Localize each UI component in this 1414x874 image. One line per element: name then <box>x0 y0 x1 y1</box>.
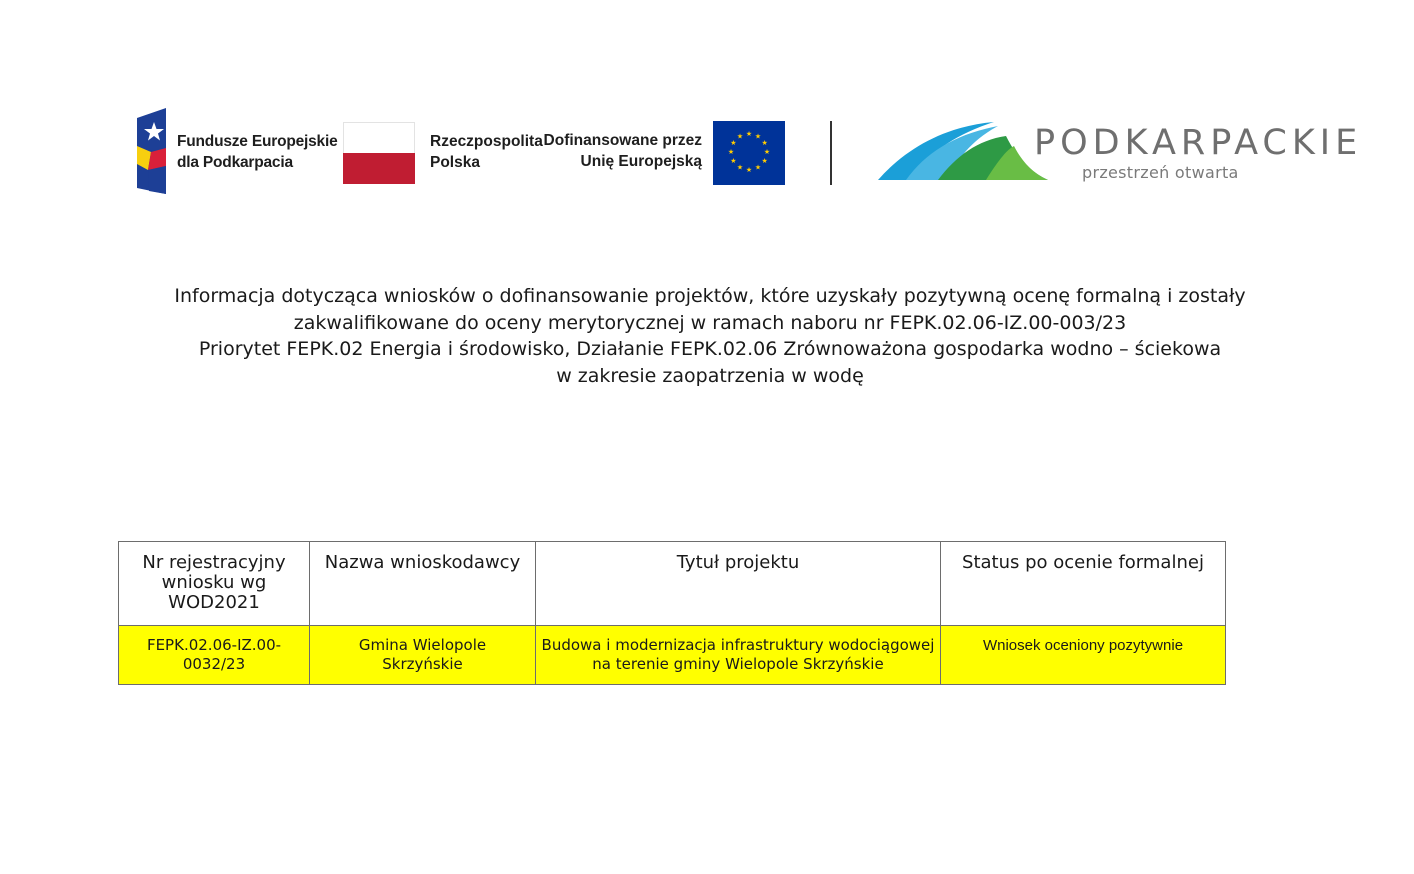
header-reg-no-line2: wniosku wg <box>161 572 267 593</box>
rp-logo-line2: Polska <box>430 154 480 171</box>
fundusze-europejskie-logo <box>134 108 338 194</box>
table-header-row <box>119 542 1226 626</box>
logo-divider <box>830 121 832 185</box>
cell-applicant <box>310 626 536 685</box>
header-reg-no-line1: Nr rejestracyjny <box>142 552 286 573</box>
cell-reg-no-line1: FEPK.02.06-IZ.00- <box>146 636 282 654</box>
cell-reg-no-line2: 0032/23 <box>182 655 246 673</box>
header-reg-no <box>119 542 310 626</box>
heading-line-3: Priorytet FEPK.02 Energia i środowisko, Działanie FEPK.02.06 Zrównoważona gospodarka wodno – ściekowa <box>198 338 1222 360</box>
fe-logo-line1: Fundusze Europejskie <box>177 133 338 150</box>
cell-title-line1: Budowa i modernizacja infrastruktury wodociągowej <box>541 636 935 654</box>
heading-line-1: Informacja dotycząca wniosków o dofinansowanie projektów, które uzyskały pozytywną ocenę formalną i zostały <box>174 285 1246 307</box>
fe-logo-line2: dla Podkarpacia <box>177 154 293 171</box>
logo-bar <box>0 0 1414 230</box>
polish-flag-icon <box>343 122 415 184</box>
table-row <box>119 626 1226 685</box>
eu-cofunded-logo <box>543 120 788 186</box>
document-heading <box>100 283 1320 389</box>
cell-applicant-line1: Gmina Wielopole <box>358 636 487 654</box>
header-applicant: Nazwa wnioskodawcy <box>310 542 536 626</box>
svg-text:★: ★ <box>730 157 737 165</box>
cell-status: Wniosek oceniony pozytywnie <box>941 626 1226 685</box>
svg-text:★: ★ <box>761 157 768 165</box>
cell-project-title <box>536 626 941 685</box>
rzeczpospolita-polska-logo <box>343 122 543 186</box>
podkarpackie-name: PODKARPACKIE <box>1034 123 1363 163</box>
svg-text:★: ★ <box>761 139 768 147</box>
eu-flag-icon <box>713 121 785 185</box>
cell-applicant-line2: Skrzyńskie <box>382 655 463 673</box>
eu-logo-line2: Unię Europejską <box>580 153 702 170</box>
heading-line-2: zakwalifikowane do oceny merytorycznej w ramach naboru nr FEPK.02.06-IZ.00-003/23 <box>293 311 1127 334</box>
applications-table <box>118 541 1226 685</box>
svg-text:★: ★ <box>763 148 771 156</box>
podkarpackie-logo <box>876 118 1363 188</box>
svg-text:★: ★ <box>736 132 744 141</box>
svg-text:★: ★ <box>745 130 753 138</box>
header-status: Status po ocenie formalnej <box>941 542 1226 626</box>
podkarpackie-wave-icon <box>876 118 1051 184</box>
fe-emblem-icon <box>134 108 170 194</box>
svg-text:★: ★ <box>745 166 753 174</box>
svg-text:★: ★ <box>727 148 735 156</box>
svg-text:★: ★ <box>754 132 762 141</box>
svg-text:★: ★ <box>730 139 737 147</box>
cell-reg-no <box>119 626 310 685</box>
podkarpackie-tagline: przestrzeń otwarta <box>1082 163 1239 182</box>
rp-logo-line1: Rzeczpospolita <box>430 133 543 150</box>
eu-logo-line1: Dofinansowane przez <box>543 132 702 149</box>
svg-text:★: ★ <box>754 163 762 172</box>
heading-line-4: w zakresie zaopatrzenia w wodę <box>556 364 864 387</box>
svg-text:★: ★ <box>736 163 744 172</box>
header-reg-no-line3: WOD2021 <box>168 592 260 613</box>
header-project-title: Tytuł projektu <box>536 542 941 626</box>
cell-title-line2: na terenie gminy Wielopole Skrzyńskie <box>592 655 884 673</box>
